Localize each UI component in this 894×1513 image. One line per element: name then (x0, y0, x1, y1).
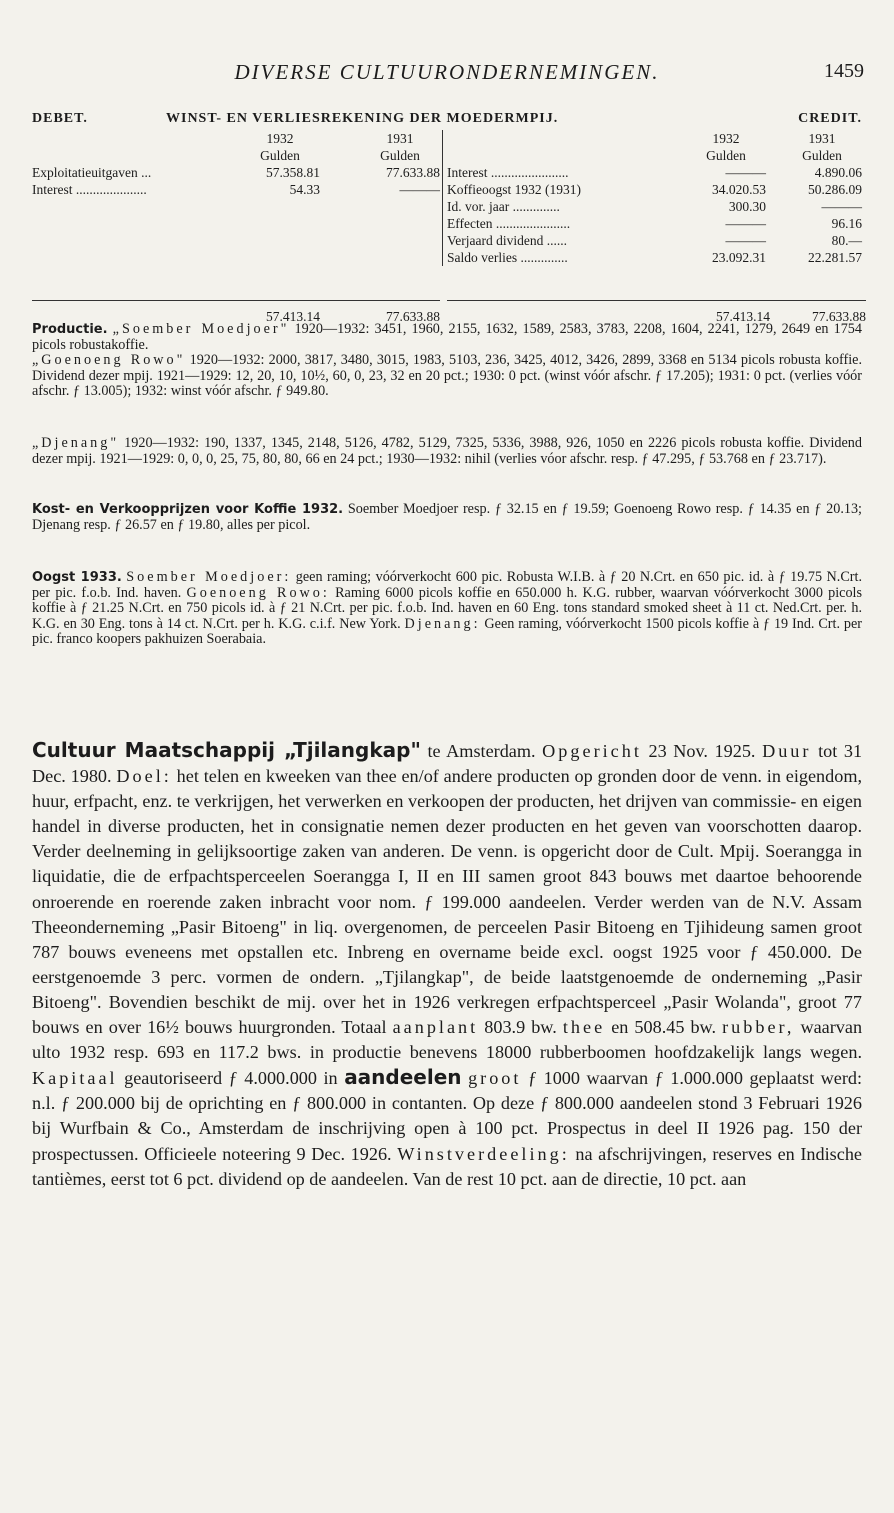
value-1931: ——— (399, 182, 440, 197)
unit-header: Gulden (802, 148, 842, 163)
total-rule (32, 300, 440, 301)
djenang-section (32, 436, 862, 467)
kost-section (32, 502, 862, 533)
company-name: Cultuur Maatschappij „Tjilangkap" (32, 738, 421, 762)
page-header (0, 58, 894, 88)
field-label: Kapitaal (32, 1068, 118, 1089)
value-1932: ——— (725, 165, 766, 180)
value-1931: 80.— (831, 233, 862, 248)
tjilangkap-paragraph (32, 738, 862, 1192)
value-1931: 77.633.88 (386, 165, 440, 180)
paragraph-text: 1920—1932: 190, 1337, 1345, 2148, 5126, 4782, 5129, 7325, 5336, 3988, 926, 1050 en 2226 picols robusta koffie. Dividend dezer mpij. 1921—1929: 0, 0, 0, 25, 75, 80, 80, 66 en 24 pct.; 1930—1932: nihil (verlies vóor afschr. resp. ƒ 47.295, ƒ 53.768 en ƒ 23.717). (32, 435, 862, 467)
field-label: Doel: (116, 766, 172, 787)
ledger-row (447, 181, 862, 198)
productie-section (32, 322, 862, 400)
paragraph-text: het telen en kweeken van thee en/of andere producten op gronden door de venn. in eigendom, huur, erfpacht, enz. te verkrijgen, het verwerken en verkoopen der producten, het drijven van commissie- en eigen handel in diverse producten, het in consignatie nemen dezer producten en het geven van voorschotten daarop. Verder deelneming in gelijksoortige zaken van anderen. De venn. is opgericht door de Cult. Mpij. Soerangga in liquidatie, die de erfpachtsperceelen Soerangga I, II en III samen groot 843 bouws met daartoe behoorende onroerende en roerende zaken inbracht voor nom. ƒ 199.000 aandeelen. Verder werden van de N.V. Assam Theeonderneming „Pasir Bitoeng" in liq. overgenomen, de perceelen Pasir Bitoeng en Tjihideung samen groot 787 bouws eveneens met opstallen etc. Inbreng en overname beide excl. oogst 1925 voor ƒ 450.000. De eerstgenoemde 3 perc. vormen de ondern. „Tjilangkap", de beide laatstgenoemde de onderneming „Pasir Bitoeng". Bovendien beschikt de mij. over het in 1926 verkregen erfpachtsperceel „Pasir Wolanda", groot 77 bouws en over 16½ bouws huurgronden. Totaal (32, 766, 863, 1038)
field-label: aanplant (392, 1017, 479, 1038)
estate-name: „Djenang" (32, 435, 120, 451)
value-1931: 4.890.06 (814, 165, 862, 180)
ledger-row (447, 249, 862, 266)
field-label: aandeelen (344, 1065, 462, 1090)
goenoeng-production (32, 353, 862, 400)
djenang-production (32, 436, 862, 467)
value-1932: 23.092.31 (712, 250, 766, 265)
section-heading: Kost- en Verkoopprijzen voor Koffie 1932. (32, 502, 344, 517)
total-1932: 57.413.14 (266, 309, 320, 324)
oogst-paragraph (32, 570, 862, 648)
ledger-row (447, 198, 862, 215)
paragraph-text: 803.9 bw. (484, 1017, 557, 1038)
value-1932: 54.33 (289, 182, 320, 197)
ledger-row (32, 164, 440, 181)
ledger-body (32, 130, 866, 324)
estate-name: „Goenoeng Rowo" (32, 352, 186, 369)
page-number: 1459 (824, 60, 864, 82)
section-heading: Productie. (32, 322, 108, 337)
field-label: groot (468, 1068, 522, 1089)
row-label: Id. vor. jaar .............. (447, 199, 560, 214)
paragraph-text: geautoriseerd ƒ 4.000.000 in (124, 1068, 338, 1089)
credit-label: CREDIT. (798, 111, 862, 126)
debet-column (32, 130, 440, 324)
paragraph-text: tot 31 Dec. 1980. (32, 741, 863, 787)
unit-header: Gulden (380, 148, 420, 163)
field-label: thee (562, 1017, 606, 1038)
paragraph-text: Geen raming, vóórverkocht 1500 picols koffie à ƒ 19 Ind. Crt. per pic. franco koopers pakhuizen Soerabaia. (32, 615, 863, 648)
tjilangkap-entry (32, 738, 862, 1192)
estate-name: Goenoeng Rowo: (186, 584, 330, 601)
year-header-row (447, 130, 862, 147)
row-label: Koffieoogst 1932 (1931) (447, 182, 581, 197)
value-1931: 96.16 (831, 216, 862, 231)
debet-label: DEBET. (32, 111, 88, 126)
unit-header: Gulden (260, 148, 300, 163)
unit-header-row (447, 147, 862, 164)
total-1932: 57.413.14 (716, 309, 770, 324)
soember-production (32, 322, 862, 353)
value-1932: ——— (725, 216, 766, 231)
oogst-section (32, 570, 862, 648)
paragraph-text: geen raming; vóórverkocht 600 pic. Robusta W.I.B. à ƒ 20 N.Crt. en 650 pic. id. à ƒ 19.75 N.Crt. per pic. f.o.b. Ind. haven. (32, 569, 862, 601)
estate-name: Soember Moedjoer: (126, 569, 292, 585)
field-label: Duur (762, 741, 812, 761)
paragraph-text: 1920—1932: 2000, 3817, 3480, 3015, 1983, 5103, 236, 3425, 4012, 3426, 2899, 3368 en 5134 picols robusta koffie. Dividend dezer mpij. 1921—1929: 12, 20, 10, 10½, 60, 0, 23, 32 en 20 pct.; 1930: 0 pct. (winst vóór afschr. ƒ 17.205); 1931: 0 pct. (verlies vóór afschr. ƒ 13.005); 1932: winst vóór afschr. ƒ 949.80. (32, 352, 863, 400)
running-title: DIVERSE CULTUURONDERNEMINGEN. (234, 60, 660, 84)
row-label: Interest ..................... (32, 182, 147, 197)
estate-name: Djenang: (404, 615, 481, 632)
total-1931: 77.633.88 (812, 309, 866, 324)
year-header: 1931 (808, 131, 836, 146)
total-1931: 77.633.88 (386, 309, 440, 324)
paragraph-text: te Amsterdam. (427, 741, 536, 761)
field-label: rubber, (722, 1017, 795, 1038)
total-rule (447, 300, 866, 301)
row-label: Effecten ...................... (447, 216, 571, 231)
value-1932: 34.020.53 (712, 182, 766, 197)
ledger-row (32, 181, 440, 198)
unit-header-row (32, 147, 440, 164)
year-header: 1932 (712, 131, 740, 146)
estate-name: „Soember Moedjoer" (112, 321, 290, 337)
paragraph-text: Soember Moedjoer resp. ƒ 32.15 en ƒ 19.59; Goenoeng Rowo resp. ƒ 14.35 en ƒ 20.13; Djenang resp. ƒ 26.57 en ƒ 19.80, alles per picol. (32, 501, 862, 533)
year-header: 1932 (266, 131, 294, 146)
row-label: Saldo verlies .............. (447, 250, 568, 265)
unit-header: Gulden (706, 148, 746, 163)
paragraph-text: 1920—1932: 3451, 1960, 2155, 1632, 1589, 2583, 3783, 2208, 1604, 2241, 1279, 2649 en 1754 picols robustakoffie. (32, 321, 862, 353)
paragraph-text: Raming 6000 picols koffie en 650.000 h. K.G. rubber, waarvan vóórverkocht 3000 picols koffie à ƒ 21.25 N.Crt. en 750 picols id. à ƒ 21 N.Crt. per pic. f.o.b. Ind. haven en 60 Eng. tons standard smoked sheet à 11 ct. Ned.Crt. per. h. K.G. en 30 Eng. tons à 14 ct. N.Crt. per h. K.G. c.i.f. New York. (32, 584, 863, 632)
value-1931: 22.281.57 (808, 250, 862, 265)
field-label: Opgericht (542, 741, 642, 761)
year-header-row (32, 130, 440, 147)
ledger-row (447, 215, 862, 232)
profit-loss-account (32, 110, 866, 324)
value-1932: ——— (725, 233, 766, 248)
value-1931: 50.286.09 (808, 182, 862, 197)
paragraph-text: en 508.45 bw. (611, 1017, 717, 1038)
row-label: Verjaard dividend ...... (447, 233, 567, 248)
paragraph-text: na afschrijvingen, reserves en Indische tantièmes, eerst tot 6 pct. dividend op de aandeelen. Van de rest 10 pct. aan de directie, 10 pct. aan (32, 1143, 862, 1189)
row-label: Interest ....................... (447, 165, 569, 180)
ledger-row (447, 164, 862, 181)
value-1932: 57.358.81 (266, 165, 320, 180)
section-heading: Oogst 1933. (32, 570, 122, 585)
field-label: Winstverdeeling: (397, 1143, 570, 1164)
kost-paragraph (32, 502, 862, 533)
ledger-row (447, 232, 862, 249)
paragraph-text: 23 Nov. 1925. (648, 741, 756, 761)
paragraph-text: ƒ 1000 waarvan ƒ 1.000.000 geplaatst werd: n.l. ƒ 200.000 bij de oprichting en ƒ 800.000 in contanten. Op deze ƒ 800.000 aandeelen stond 3 Februari 1926 bij Wurfbain & Co., Amsterdam de inschrijving open à 100 pct. Prospectus in deel II 1926 pag. 150 der prospectussen. Officieele noteering 9 Dec. 1926. (32, 1068, 863, 1164)
credit-column (442, 130, 866, 324)
year-header: 1931 (386, 131, 414, 146)
value-1932: 300.30 (728, 199, 766, 214)
value-1931: ——— (821, 199, 862, 214)
ledger-title (32, 110, 862, 130)
row-label: Exploitatieuitgaven ... (32, 165, 152, 180)
ledger-heading: WINST- EN VERLIESREKENING DER MOEDERMPIJ. (166, 111, 559, 126)
paragraph-text: waarvan ulto 1932 resp. 693 en 117.2 bws. in productie benevens 18000 rubberboomen hoofdzakelijk langs wegen. (32, 1017, 863, 1063)
